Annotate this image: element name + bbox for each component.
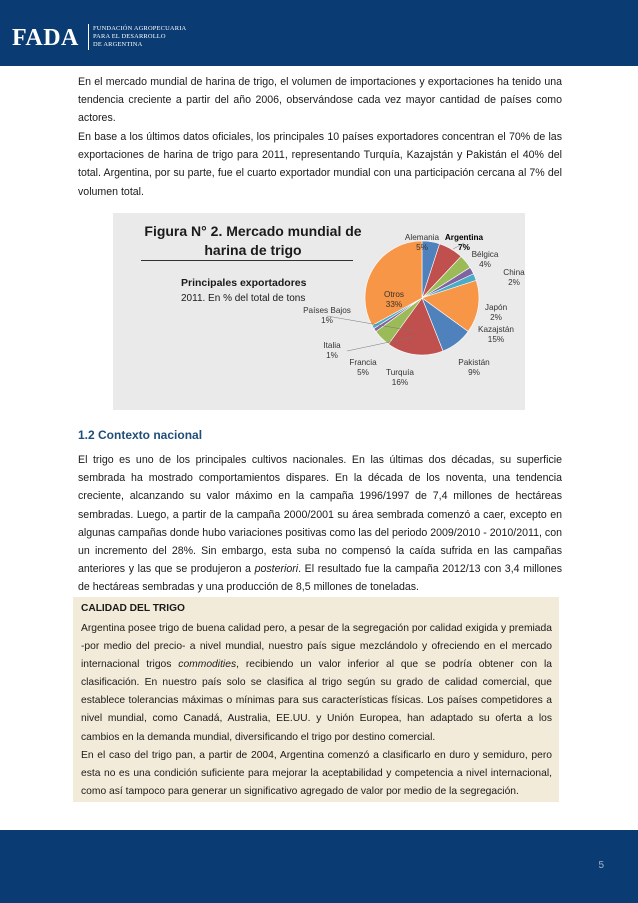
box-paragraph: Argentina posee trigo de buena calidad pero, a pesar de la segregación por calidad exigida y premiada -por medio del precio- a nivel mundial, nuestro país sigue mezclándolo y ofreciendo en el mercado internacional trigos [81,623,552,671]
logo-sub-line: FUNDACIÓN AGROPECUARIA [93,25,187,32]
slice-value-label: 1% [321,316,333,325]
slice-value-label: 4% [479,260,491,269]
box-paragraph: , recibiendo un valor inferior al que se podría obtener con la clasificación. En nuestro país solo se clasifica al trigo según su grado de calidad comercial, que establece tolerancias máximas o mínimas para sus características físicas. Los países competidores a nivel mundial, como Canadá, Australia, EE.UU. y Unión Europea, han adaptado su oferta a los cambios en la demanda mundial, diversificando el trigo por destino comercial. [81,659,552,743]
fada-logo: FADA [12,25,79,51]
chart-title: Figura N° 2. Mercado mundial de harina de trigo [144,223,362,258]
wheat-quality-box [73,597,559,802]
chart-subtitle: Principales exportadores [181,277,307,289]
page-footer [0,830,638,903]
slice-name-label: Bélgica [471,250,499,259]
national-context-paragraph [78,451,562,597]
chart-subtitle-units: 2011. En % del total de tons [181,293,306,304]
exporters-paragraph: En base a los últimos datos oficiales, los principales 10 países exportadores concentran el 70% de las exportaciones de harina de trigo para 2011, representando Turquía, Kazajstán y Pakistán el 40% del total. Argentina, por su parte, fue el cuarto exportador mundial con una participación cercana al 7% del volumen total. [78,131,562,198]
slice-value-label: 2% [490,313,502,322]
logo-divider [88,24,89,50]
slice-value-label: 33% [385,300,403,309]
paragraph-text: El trigo es uno de los principales cultivos nacionales. En las últimas dos décadas, su superficie sembrada ha mostrado comportamientos dispares. En la década de los noventa, una tendencia creciente, alcanzando su valor máximo en la campaña 1996/1997 de 7,4 millones de hectáreas sembradas. Luego, a partir de la campaña 2000/2001 su área sembrada comenzó a caer, excepto en algunas campañas donde hubo variaciones positivas como las del periodo 2009/2010 - 2010/2011, con un incremento del 28%. Sin embargo, esta suba no compensó la caída sufrida en las campañas anteriores y las que se produjeron a [78,454,562,576]
slice-value-label: 1% [326,351,338,360]
slice-value-label: 5% [416,243,428,252]
pie-chart [113,213,525,410]
logo-sub-line: DE ARGENTINA [93,41,143,48]
slice-value-label: 15% [487,335,505,344]
slice-name-label: Kazajstán [478,325,514,334]
slice-value-label: 7% [458,243,470,252]
box-paragraph: En el caso del trigo pan, a partir de 2004, Argentina comenzó a clasificarlo en duro y semiduro, pero esta no es una condición suficiente para mejorar la aceptabilidad y competencia a nivel internacional, como así tampoco para generar un significativo agregado de valor por medio de la segregación. [81,749,552,797]
italic-term: commodities [178,659,237,671]
figure-2-chart [113,213,525,410]
slice-name-label: Pakistán [458,358,490,367]
box-title: CALIDAD DEL TRIGO [81,603,185,614]
slice-name-label: Argentina [444,233,484,242]
box-text [81,620,552,801]
intro-paragraph: En el mercado mundial de harina de trigo, el volumen de importaciones y exportaciones ha tenido una tendencia creciente a partir del año 2006, observándose cada vez mayor cantidad de países como actores. [78,76,562,125]
italic-term: posteriori [254,563,299,576]
page-header [0,0,638,66]
slice-name-label: Otros [383,290,405,299]
slice-name-label: Japón [484,303,508,312]
slice-name-label: Turquía [386,368,414,377]
slice-value-label: 16% [391,378,409,387]
section-heading: 1.2 Contexto nacional [78,428,203,442]
slice-value-label: 5% [357,368,369,377]
slice-value-label: 2% [508,278,520,287]
page-number: 5 [598,860,604,871]
logo-sub-line: PARA EL DESARROLLO [93,33,166,40]
paragraph-text: . El resultado fue la campaña 2012/13 con 3,4 millones de hectáreas sembradas y una producción de 8,5 millones de toneladas. [78,563,562,594]
slice-name-label: Países Bajos [303,306,351,315]
slice-name-label: China [503,268,525,277]
slice-name-label: Italia [323,341,341,350]
logo-subtitle [93,25,186,49]
slice-name-label: Alemania [404,233,440,242]
slice-value-label: 9% [468,368,480,377]
slice-name-label: Francia [349,358,377,367]
